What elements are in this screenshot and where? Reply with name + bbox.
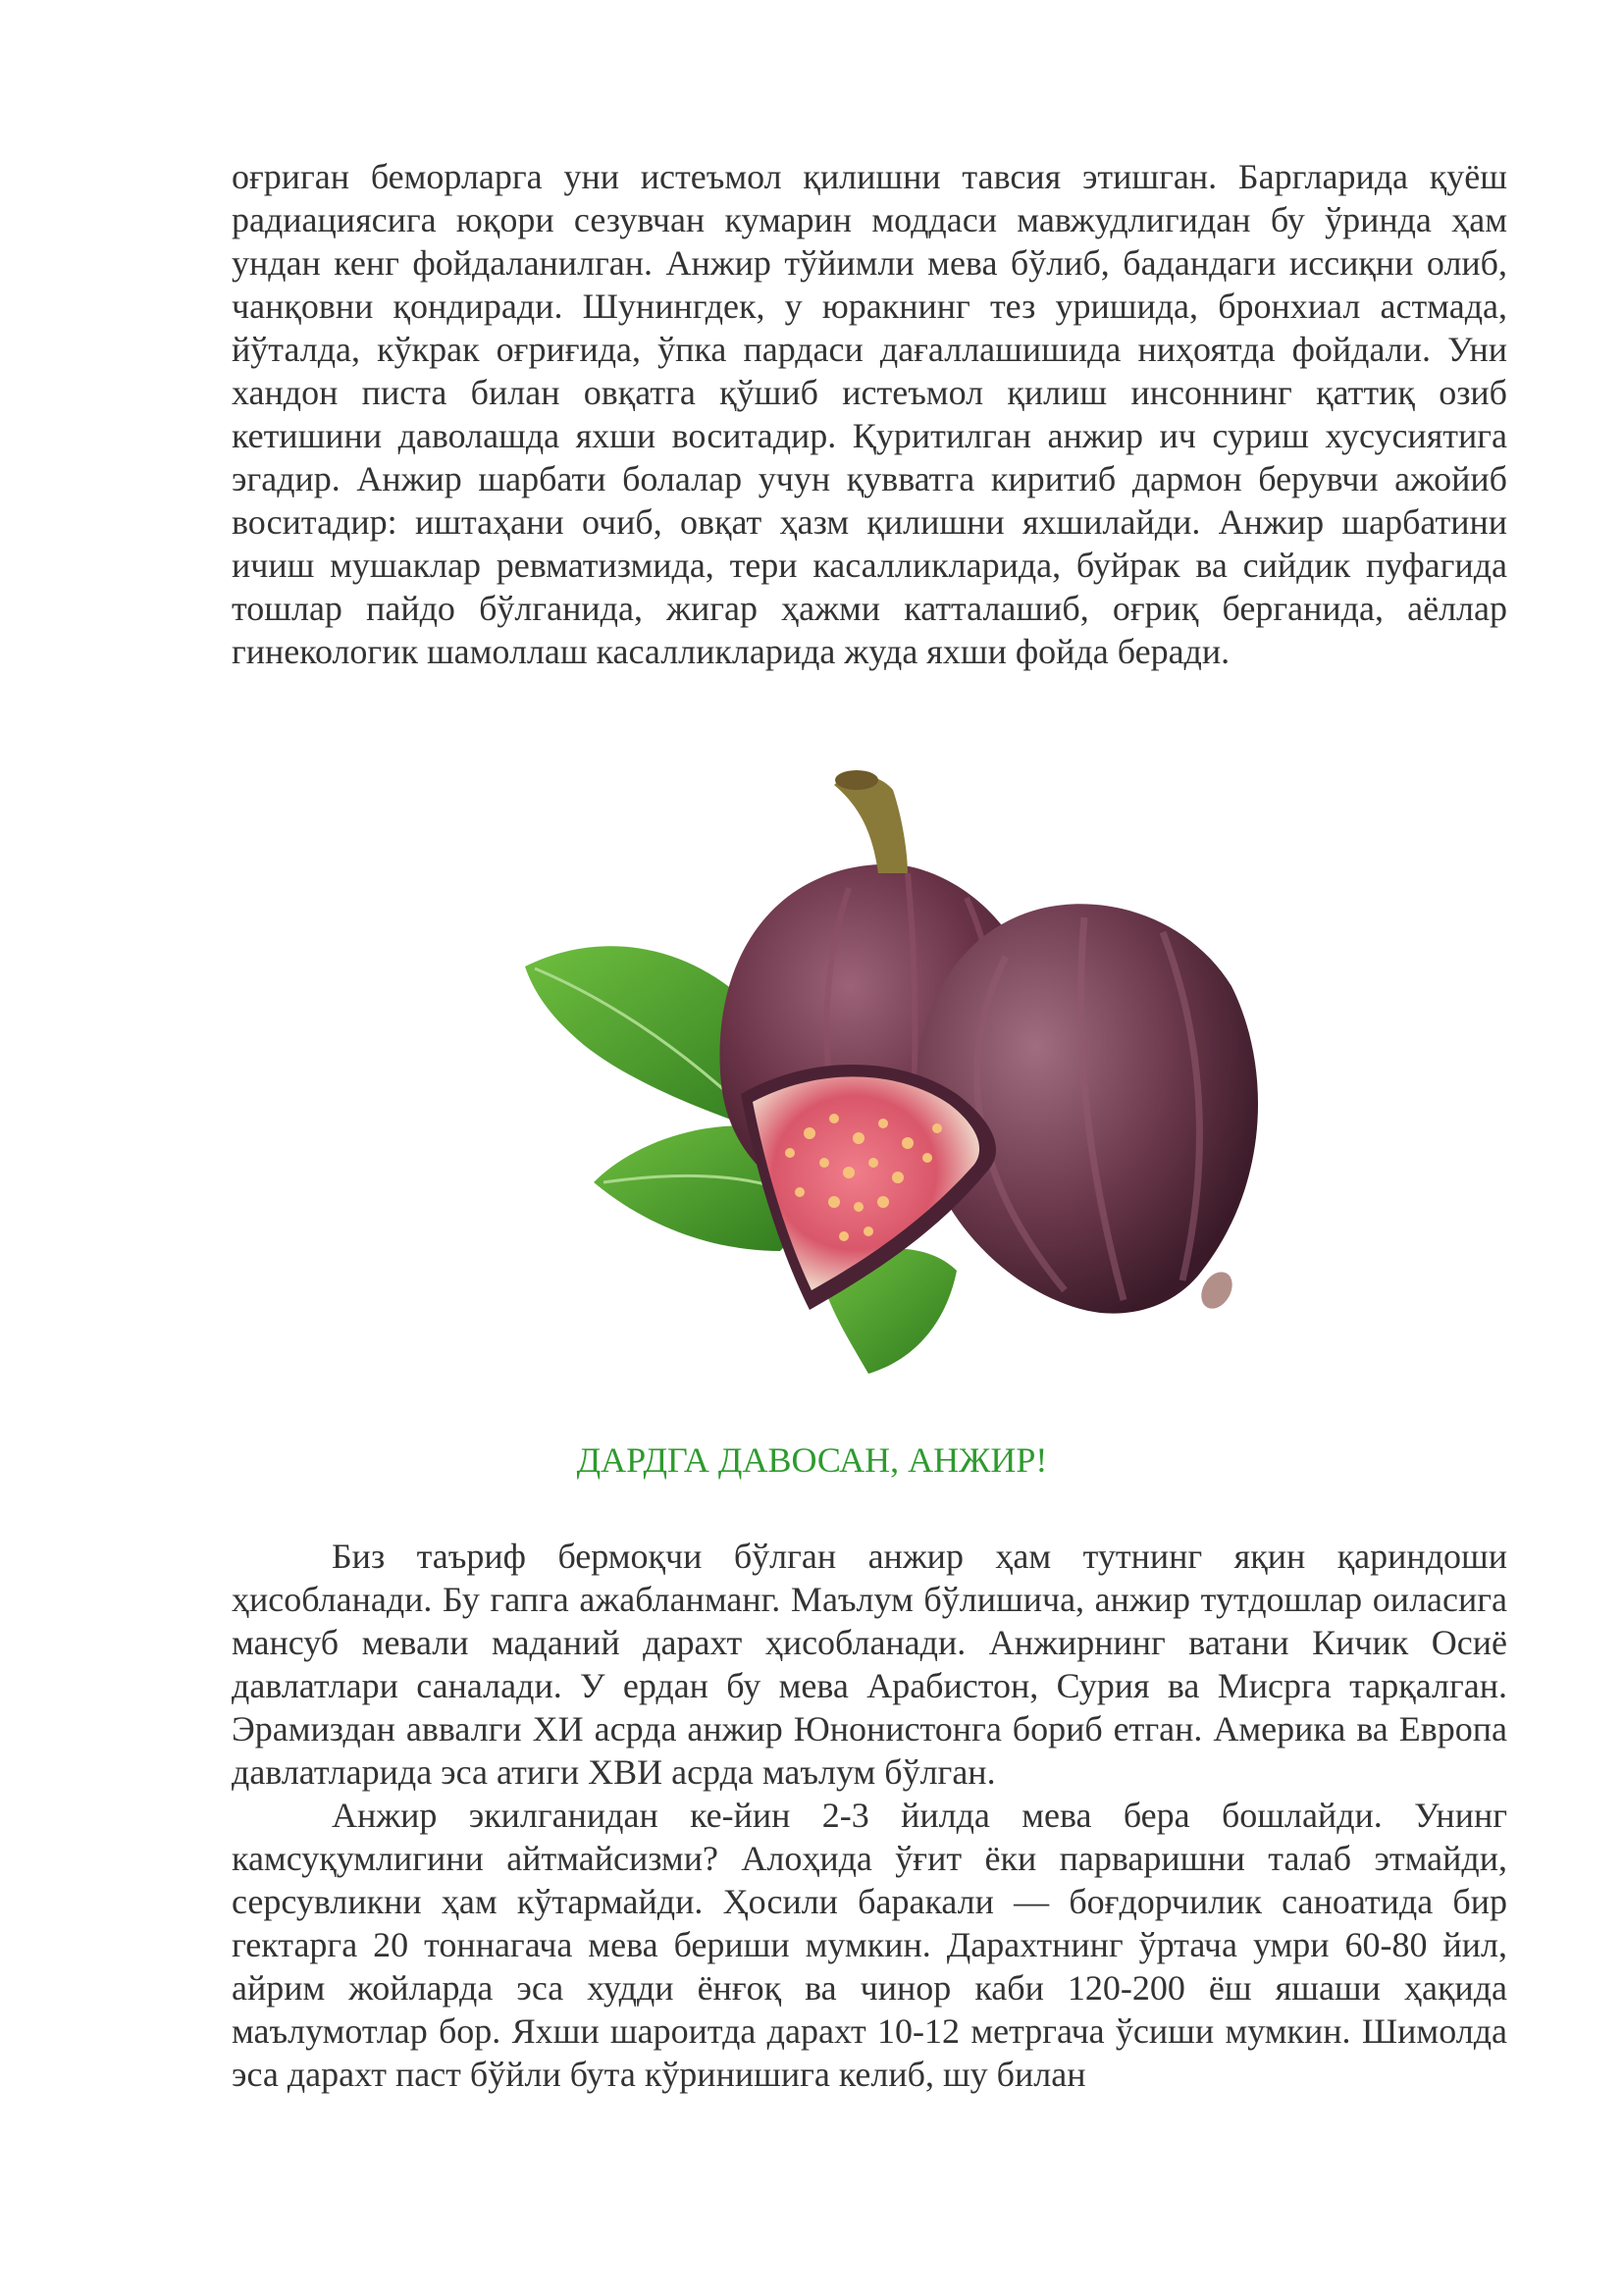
body-paragraph-2: Анжир экилганидан ке-йин 2-3 йилда мева бера бошлайди. Унинг камсуқумлигини айтмайсизми? Алоҳида ўғит ёки парваришни талаб этмайди, серсувликни ҳам кўтармайди. Ҳосили баракали — боғдорчилик саноатида бир гектарга 20 тоннагача мева бериши мумкин. Дарахтнинг ўртача умри 60-80 йил, айрим жойларда эса худди ёнғоқ ва чинор каби 120-200 ёш яшаши ҳақида маълумотлар бор. Яхши шароитда дарахт 10-12 метргача ўсиши мумкин. Шимолда эса дарахт паст бўйли бута кўринишига келиб, шу билан [232, 1796, 1507, 2094]
fig-fruit-illustration [496, 760, 1300, 1398]
body-text-block [232, 1535, 1507, 2096]
intro-paragraph: оғриган беморларга уни истеъмол қилишни тавсия этишган. Баргларида қуёш радиациясига юқори сезувчан кумарин моддаси мавжудлигидан бу ўринда ҳам ундан кенг фойдаланилган. Анжир тўйимли мева бўлиб, бадандаги иссиқни олиб, чанқовни қондиради. Шунингдек, у юракнинг тез уришида, бронхиал астмада, йўталда, кўкрак оғриғида, ўпка пардаси дағаллашишида ниҳоятда фойдали. Уни хандон писта билан овқатга қўшиб истеъмол қилиш инсоннинг қаттиқ озиб кетишини даволашда яхши воситадир. Қуритилган анжир ич суриш хусусиятига эгадир. Анжир шарбати болалар учун қувватга киритиб дармон берувчи ажойиб воситадир: иштаҳани очиб, овқат ҳазм қилишни яхшилайди. Анжир шарбатини ичиш мушаклар ревматизмида, тери касалликларида, буйрак ва сийдик пуфагида тошлар пайдо бўлганида, жигар ҳажми катталашиб, оғриқ берганида, аёллар гинекологик шамоллаш касалликларида жуда яхши фойда беради. [232, 157, 1507, 671]
body-paragraph-1: Биз таъриф бермоқчи бўлган анжир ҳам тутнинг яқин қариндоши ҳисобланади. Бу гапга ажабланманг. Маълум бўлишича, анжир тутдошлар оиласига мансуб мевали маданий дарахт ҳисобланади. Анжирнинг ватани Кичик Осиё давлатлари саналади. У ердан бу мева Арабистон, Сурия ва Мисрга тарқалган. Эрамиздан аввалги ХИ асрда анжир Юнонистонга бориб етган. Америка ва Европа давлатларида эса атиги ХВИ асрда маълум бўлган. [232, 1537, 1507, 1792]
intro-text-block [232, 155, 1507, 673]
section-heading: ДАРДГА ДАВОСАН, АНЖИР! [576, 1440, 1048, 1480]
fig-stem [834, 775, 908, 873]
